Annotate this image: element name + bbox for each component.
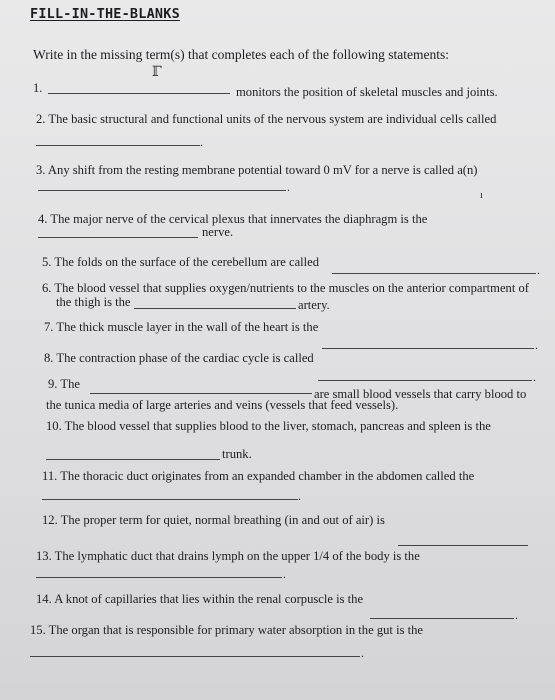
question-text: A knot of capillaries that lies within the renal corpuscle is the bbox=[54, 592, 364, 606]
question-14 bbox=[36, 591, 363, 607]
answer-blank-3[interactable] bbox=[38, 189, 286, 191]
question-6-text2a: the thigh is the bbox=[56, 295, 131, 309]
question-2 bbox=[36, 111, 496, 127]
question-number: 11. bbox=[42, 469, 58, 483]
question-text: The thick muscle layer in the wall of the heart is the bbox=[56, 320, 319, 334]
question-number: 13. bbox=[36, 549, 52, 563]
question-15 bbox=[30, 622, 423, 638]
question-text: The thoracic duct originates from an expanded chamber in the abdomen called the bbox=[60, 469, 475, 483]
instructions: Write in the missing term(s) that completes each of the following statements: bbox=[33, 47, 449, 62]
question-number: 10. bbox=[46, 419, 62, 433]
answer-blank-4[interactable] bbox=[38, 236, 198, 238]
question-text: The blood vessel that supplies blood to the liver, stomach, pancreas and spleen is the bbox=[64, 419, 491, 433]
answer-blank-2[interactable] bbox=[36, 144, 200, 146]
worksheet-title: FILL-IN-THE-BLANKS bbox=[30, 6, 180, 22]
question-number: 7. bbox=[44, 320, 54, 334]
worksheet: FILL-IN-THE-BLANKS Write in the missing term(s) that completes each of the following statements: ℾ 1. monitors the position of skeletal muscles and joints. 2. The basic structural and functional units of the nervous system are individual cells called . 3. Any shift from the resting membrane potential toward 0 mV for a nerve is called a(n) . ı 4. The major nerve of the cervical plexus that innervates the diaphragm is the nerve. 5. The folds on the surface of the cerebellum are called . 6. The blood vessel that supplies oxygen/nutrients to the muscles on the anterior compartment of the thigh is the artery. 7. The thick muscle layer in the wall of the heart is the . 8. The contraction phase of the cardiac cycle is called . 9. The are small blood vessels that carry blood to the tunica media of large arteries and veins (vessels that feed vessels). 10. The blood vessel that supplies blood to the liver, stomach, pancreas and spleen is the trunk. 11. The thoracic duct originates from an expanded chamber in the abdomen called the . 12. The proper term for quiet, normal breathing (in and out of air) is 13. The lymphatic duct that drains lymph on the upper 1/4 of the body is the . 14. A knot of capillaries that lies within the renal corpuscle is the . 15. The organ that is responsible for primary water absorption in the gut is the . bbox=[30, 6, 540, 660]
question-1 bbox=[33, 80, 42, 96]
answer-blank-11[interactable] bbox=[42, 498, 298, 500]
answer-blank-7[interactable] bbox=[322, 347, 534, 349]
question-6-text2b: artery. bbox=[298, 298, 330, 312]
question-7 bbox=[44, 319, 318, 335]
question-11 bbox=[42, 468, 474, 484]
question-10 bbox=[46, 418, 491, 434]
question-number: 4. bbox=[38, 212, 48, 226]
question-number: 6. bbox=[42, 281, 52, 295]
question-9-text-b: are small blood vessels that carry blood to bbox=[314, 387, 527, 401]
question-12 bbox=[42, 512, 385, 528]
question-4-text2: nerve. bbox=[202, 225, 234, 239]
answer-blank-8[interactable] bbox=[318, 379, 532, 381]
question-text: The organ that is responsible for primary water absorption in the gut is the bbox=[48, 623, 424, 637]
question-10-text2: trunk. bbox=[222, 447, 252, 461]
question-number: 12. bbox=[42, 513, 58, 527]
question-number: 15. bbox=[30, 623, 46, 637]
question-9-text2: the tunica media of large arteries and veins (vessels that feed vessels). bbox=[46, 398, 399, 412]
answer-blank-13[interactable] bbox=[36, 576, 282, 578]
question-text: The blood vessel that supplies oxygen/nutrients to the muscles on the anterior compartment of bbox=[54, 281, 529, 295]
question-text: The lymphatic duct that drains lymph on the upper 1/4 of the body is the bbox=[54, 549, 420, 563]
question-number: 3. bbox=[36, 163, 46, 177]
question-number: 2. bbox=[36, 112, 46, 126]
question-text: The folds on the surface of the cerebellum are called bbox=[54, 255, 320, 269]
question-text: The basic structural and functional units of the nervous system are individual cells called bbox=[48, 112, 497, 126]
question-5 bbox=[42, 254, 319, 270]
question-13 bbox=[36, 548, 420, 564]
answer-blank-1[interactable] bbox=[48, 92, 230, 94]
question-9 bbox=[48, 376, 80, 392]
answer-blank-14[interactable] bbox=[370, 617, 514, 619]
question-1-text: monitors the position of skeletal muscles and joints. bbox=[236, 85, 498, 99]
answer-blank-15[interactable] bbox=[30, 655, 360, 657]
answer-blank-6[interactable] bbox=[134, 307, 296, 309]
question-text: The contraction phase of the cardiac cycle is called bbox=[56, 351, 314, 365]
question-text: Any shift from the resting membrane potential toward 0 mV for a nerve is called a(n) bbox=[47, 163, 478, 177]
answer-blank-9[interactable] bbox=[90, 392, 312, 394]
question-text: The major nerve of the cervical plexus that innervates the diaphragm is the bbox=[50, 212, 428, 226]
question-number: 5. bbox=[42, 255, 52, 269]
question-3 bbox=[36, 162, 478, 178]
question-number: 9. bbox=[48, 377, 58, 391]
pen-mark: ℾ bbox=[152, 65, 162, 80]
answer-blank-10[interactable] bbox=[46, 458, 220, 460]
question-8 bbox=[44, 350, 314, 366]
answer-blank-5[interactable] bbox=[332, 272, 536, 274]
question-number: 14. bbox=[36, 592, 52, 606]
question-text: The bbox=[60, 377, 80, 391]
question-number: 1. bbox=[33, 81, 43, 95]
question-text: The proper term for quiet, normal breathing (in and out of air) is bbox=[60, 513, 385, 527]
question-number: 8. bbox=[44, 351, 54, 365]
answer-blank-12[interactable] bbox=[398, 544, 528, 546]
